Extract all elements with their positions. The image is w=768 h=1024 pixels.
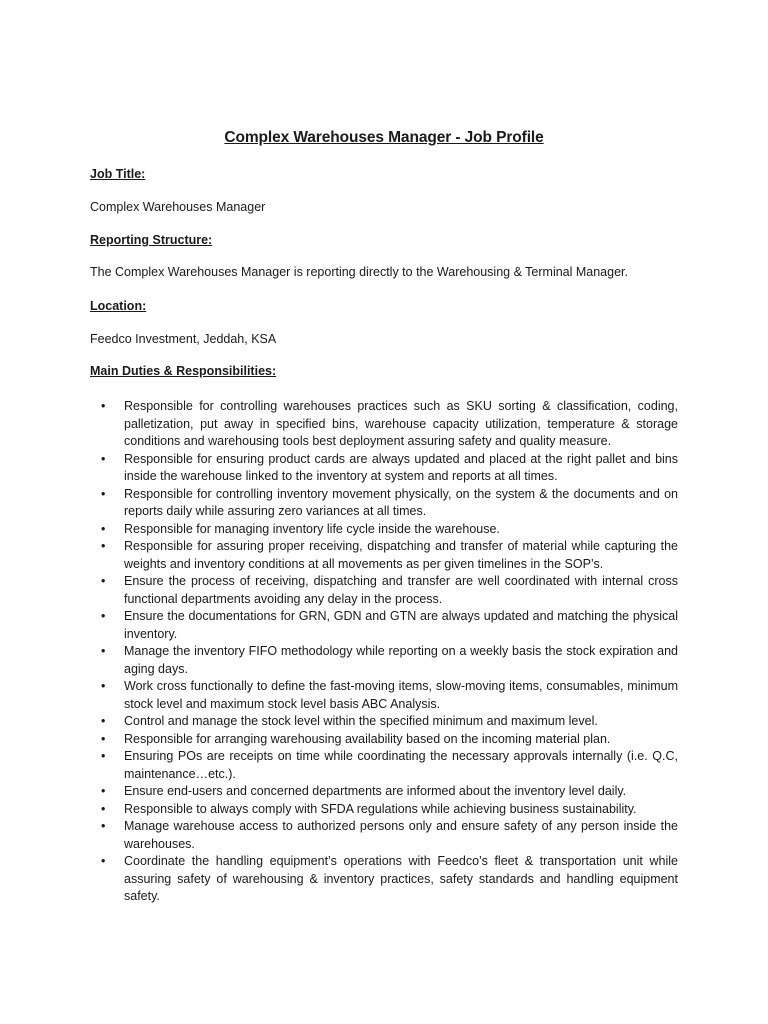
duty-text: Coordinate the handling equipment’s operations with Feedco’s fleet & transportation unit while assuring safety of warehousing & inventory practices, safety standards and handling equipment safety. — [124, 854, 678, 903]
bullet-icon: • — [101, 644, 106, 658]
bullet-icon: • — [101, 749, 106, 763]
job-title-text: Complex Warehouses Manager — [90, 200, 266, 214]
bullet-icon: • — [101, 486, 106, 501]
list-item — [90, 398, 678, 451]
list-item — [90, 748, 678, 783]
bullet-icon: • — [101, 399, 106, 413]
duty-text: Ensure the process of receiving, dispatching and transfer are well coordinated with internal cross functional departments avoiding any delay in the process. — [124, 574, 678, 606]
duty-text: Work cross functionally to define the fast-moving items, slow-moving items, consumables, minimum stock level and maximum stock level basis ABC Analysis. — [124, 679, 678, 711]
duty-text: Responsible for managing inventory life cycle inside the warehouse. — [124, 521, 500, 536]
duty-text: Ensure the documentations for GRN, GDN and GTN are always updated and matching the physical inventory. — [124, 609, 678, 641]
document-title: Complex Warehouses Manager - Job Profile — [224, 129, 544, 146]
list-item — [90, 783, 678, 801]
bullet-icon: • — [101, 784, 106, 798]
duty-text: Ensure end-users and concerned departments are informed about the inventory level daily. — [124, 784, 627, 798]
job-title-heading: Job Title: — [90, 167, 146, 181]
duty-text: Responsible for controlling inventory movement physically, on the system & the documents and on reports daily while assuring zero variances at all times. — [124, 486, 678, 518]
list-item — [90, 538, 678, 573]
bullet-icon: • — [101, 574, 106, 588]
bullet-icon: • — [101, 451, 106, 466]
duty-text: Ensuring POs are receipts on time while coordinating the necessary approvals internally (i.e. Q.C, maintenance…etc.). — [124, 749, 678, 781]
list-item — [90, 713, 678, 731]
duty-text: Manage warehouse access to authorized persons only and ensure safety of any person inside the warehouses. — [124, 819, 678, 851]
reporting-structure-heading: Reporting Structure: — [90, 233, 213, 247]
list-item — [90, 643, 678, 678]
bullet-icon: • — [101, 819, 106, 833]
duty-text: Responsible for arranging warehousing availability based on the incoming material plan. — [124, 731, 611, 746]
duty-text: Responsible for assuring proper receiving, dispatching and transfer of material while capturing the weights and inventory conditions at all movements as per given timelines in the SOP’s. — [124, 539, 678, 571]
duty-text: Control and manage the stock level within the specified minimum and maximum level. — [124, 714, 598, 728]
location-heading: Location: — [90, 299, 147, 313]
bullet-icon: • — [101, 539, 106, 553]
list-item — [90, 853, 678, 906]
duties-heading: Main Duties & Responsibilities: — [90, 364, 277, 378]
duty-text: Responsible to always comply with SFDA regulations while achieving business sustainability. — [124, 801, 637, 816]
list-item — [90, 451, 678, 486]
list-item — [90, 608, 678, 643]
reporting-structure-text: The Complex Warehouses Manager is reporting directly to the Warehousing & Terminal Manager. — [90, 265, 628, 279]
bullet-icon: • — [101, 801, 106, 816]
duties-list — [90, 398, 678, 906]
bullet-icon: • — [101, 714, 106, 728]
list-item — [90, 486, 678, 521]
list-item — [90, 818, 678, 853]
duty-text: Responsible for controlling warehouses practices such as SKU sorting & classification, coding, palletization, put away in specified bins, warehouse capacity utilization, temperature & storage conditions and warehousing tools best deployment assuring safety and quality measure. — [124, 399, 678, 448]
bullet-icon: • — [101, 731, 106, 746]
bullet-icon: • — [101, 854, 106, 868]
duty-text: Responsible for ensuring product cards are always updated and placed at the right pallet and bins inside the warehouse linked to the inventory at system and reports at all times. — [124, 451, 678, 483]
list-item — [90, 801, 678, 819]
list-item — [90, 521, 678, 539]
list-item — [90, 678, 678, 713]
duty-text: Manage the inventory FIFO methodology while reporting on a weekly basis the stock expiration and aging days. — [124, 644, 678, 676]
bullet-icon: • — [101, 521, 106, 536]
list-item — [90, 731, 678, 749]
list-item — [90, 573, 678, 608]
bullet-icon: • — [101, 609, 106, 623]
location-text: Feedco Investment, Jeddah, KSA — [90, 332, 277, 346]
bullet-icon: • — [101, 679, 106, 693]
